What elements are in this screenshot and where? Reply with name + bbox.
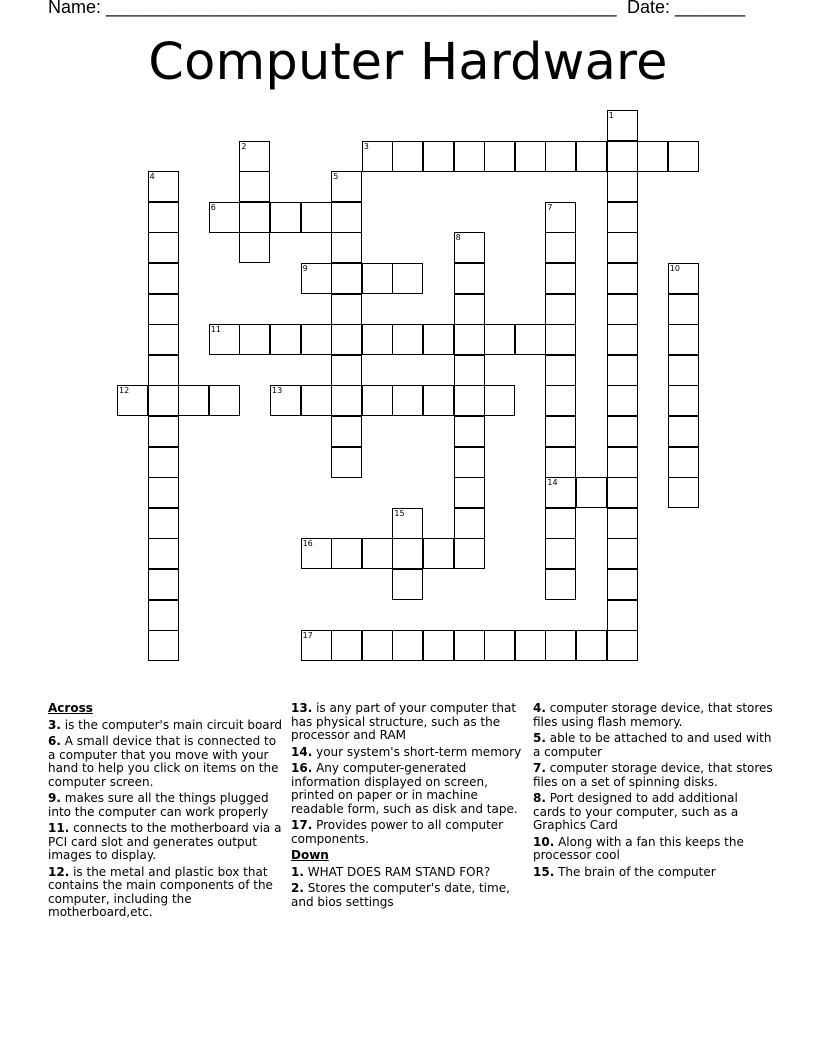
clue-down-7 — [533, 762, 773, 789]
clue-across-9 — [48, 792, 282, 819]
grid-cell[interactable] — [607, 232, 638, 263]
grid-cell[interactable] — [148, 508, 179, 539]
clue-text: makes sure all the things plugged into the computer can work properly — [48, 791, 269, 819]
grid-cell[interactable] — [545, 416, 576, 447]
grid-cell[interactable] — [362, 538, 393, 569]
clue-text: The brain of the computer — [558, 864, 716, 879]
grid-cell[interactable] — [148, 171, 179, 202]
grid-cell[interactable] — [454, 263, 485, 294]
grid-cell[interactable] — [454, 416, 485, 447]
cell-number: 9 — [302, 264, 308, 273]
grid-cell[interactable] — [148, 538, 179, 569]
grid-cell[interactable] — [148, 232, 179, 263]
clue-down-15 — [533, 866, 773, 880]
grid-cell[interactable] — [301, 385, 332, 416]
grid-cell[interactable] — [239, 202, 270, 233]
clue-across-6 — [48, 735, 282, 789]
grid-cell[interactable] — [545, 477, 576, 508]
grid-cell[interactable] — [668, 416, 699, 447]
grid-cell[interactable] — [331, 385, 362, 416]
grid-cell[interactable] — [148, 569, 179, 600]
grid-cell[interactable] — [545, 355, 576, 386]
grid-cell[interactable] — [270, 324, 301, 355]
grid-cell[interactable] — [607, 477, 638, 508]
grid-cell[interactable] — [148, 324, 179, 355]
clue-column-3 — [533, 702, 773, 882]
clue-down-8 — [533, 792, 773, 833]
clue-number: 15. — [533, 864, 555, 879]
grid-cell[interactable] — [239, 232, 270, 263]
grid-cell[interactable] — [607, 569, 638, 600]
grid-cell[interactable] — [454, 294, 485, 325]
grid-cell[interactable] — [209, 202, 240, 233]
grid-cell[interactable] — [545, 447, 576, 478]
grid-cell[interactable] — [148, 416, 179, 447]
grid-cell[interactable] — [331, 263, 362, 294]
cell-number: 6 — [210, 202, 216, 212]
grid-cell[interactable] — [209, 324, 240, 355]
grid-cell[interactable] — [454, 324, 485, 355]
grid-cell[interactable] — [423, 538, 454, 569]
clue-across-17 — [291, 819, 523, 846]
grid-cell[interactable] — [454, 141, 485, 172]
grid-cell[interactable] — [607, 324, 638, 355]
grid-cell[interactable] — [545, 232, 576, 263]
grid-cell[interactable] — [545, 569, 576, 600]
grid-cell[interactable] — [362, 385, 393, 416]
grid-cell[interactable] — [576, 141, 607, 172]
grid-cell[interactable] — [545, 202, 576, 233]
grid-cell[interactable] — [545, 630, 576, 661]
grid-cell[interactable] — [545, 324, 576, 355]
grid-cell[interactable] — [331, 294, 362, 325]
grid-cell[interactable] — [607, 600, 638, 631]
grid-cell[interactable] — [331, 232, 362, 263]
clue-text: Provides power to all computer components. — [291, 818, 504, 846]
clue-number: 12. — [48, 864, 70, 879]
grid-cell[interactable] — [668, 447, 699, 478]
grid-cell[interactable] — [484, 630, 515, 661]
grid-cell[interactable] — [239, 324, 270, 355]
grid-cell[interactable] — [423, 385, 454, 416]
grid-cell[interactable] — [668, 477, 699, 508]
clue-across-11 — [48, 822, 282, 863]
clue-number: 6. — [48, 734, 61, 748]
grid-cell[interactable] — [454, 232, 485, 263]
clue-text: A small device that is connected to a computer that you move with your hand to help you click on items on the computer screen. — [48, 734, 279, 789]
grid-cell[interactable] — [545, 263, 576, 294]
cell-number: 14 — [547, 478, 558, 488]
grid-cell[interactable] — [148, 600, 179, 631]
grid-cell[interactable] — [423, 630, 454, 661]
cell-number: 15 — [394, 508, 405, 518]
clue-text: computer storage device, that stores files using flash memory. — [533, 701, 773, 729]
grid-cell[interactable] — [607, 416, 638, 447]
clue-text: Along with a fan this keeps the processor cool — [533, 834, 744, 862]
clue-across-14 — [291, 746, 523, 760]
grid-cell[interactable] — [270, 202, 301, 233]
grid-cell[interactable] — [545, 141, 576, 172]
clue-number: 7. — [533, 761, 546, 775]
grid-cell[interactable] — [148, 294, 179, 325]
grid-cell[interactable] — [607, 294, 638, 325]
grid-cell[interactable] — [148, 477, 179, 508]
clue-across-13 — [291, 702, 523, 743]
clue-number: 14. — [291, 744, 313, 759]
cell-number: 10 — [669, 264, 680, 273]
clue-text: is the computer's main circuit board — [64, 717, 283, 732]
clue-text: Stores the computer's date, time, and bios settings — [291, 881, 510, 909]
grid-cell[interactable] — [148, 447, 179, 478]
clue-column-2 — [291, 702, 523, 912]
clue-text: is any part of your computer that has physical structure, such as the processor and RAM — [291, 701, 517, 742]
grid-cell[interactable] — [331, 355, 362, 386]
grid-cell[interactable] — [668, 324, 699, 355]
clue-text: computer storage device, that stores files on a set of spinning disks. — [533, 761, 773, 789]
grid-cell[interactable] — [331, 324, 362, 355]
grid-cell[interactable] — [270, 385, 301, 416]
clue-across-16 — [291, 762, 523, 816]
cell-number: 3 — [363, 141, 369, 151]
grid-cell[interactable] — [178, 385, 209, 416]
clue-number: 4. — [533, 701, 546, 715]
grid-cell[interactable] — [301, 630, 332, 661]
clue-down-1 — [291, 866, 523, 880]
down-heading: Down — [291, 848, 329, 862]
clue-text: able to be attached to and used with a computer — [533, 731, 772, 759]
cell-number: 12 — [119, 386, 130, 396]
grid-cell[interactable] — [515, 630, 546, 661]
cell-number: 17 — [302, 631, 313, 641]
grid-cell[interactable] — [637, 141, 668, 172]
clue-number: 16. — [291, 761, 313, 775]
clue-across-12 — [48, 866, 282, 920]
grid-cell[interactable] — [362, 141, 393, 172]
grid-cell[interactable] — [454, 355, 485, 386]
cell-number: 1 — [608, 111, 614, 120]
grid-cell[interactable] — [607, 110, 638, 141]
grid-cell[interactable] — [454, 477, 485, 508]
grid-cell[interactable] — [576, 477, 607, 508]
grid-cell[interactable] — [209, 385, 240, 416]
clue-down-5 — [533, 732, 773, 759]
grid-cell[interactable] — [392, 385, 423, 416]
grid-cell[interactable] — [576, 630, 607, 661]
clue-number: 2. — [291, 881, 304, 895]
grid-cell[interactable] — [515, 324, 546, 355]
clue-number: 1. — [291, 864, 304, 879]
grid-cell[interactable] — [668, 294, 699, 325]
grid-cell[interactable] — [484, 141, 515, 172]
grid-cell[interactable] — [423, 324, 454, 355]
grid-cell[interactable] — [454, 508, 485, 539]
grid-cell[interactable] — [545, 538, 576, 569]
grid-cell[interactable] — [668, 263, 699, 294]
grid-cell[interactable] — [668, 355, 699, 386]
grid-cell[interactable] — [148, 630, 179, 661]
grid-cell[interactable] — [607, 202, 638, 233]
grid-cell[interactable] — [607, 355, 638, 386]
grid-cell[interactable] — [239, 171, 270, 202]
grid-cell[interactable] — [392, 324, 423, 355]
grid-cell[interactable] — [331, 630, 362, 661]
grid-cell[interactable] — [392, 630, 423, 661]
grid-cell[interactable] — [607, 171, 638, 202]
clue-number: 9. — [48, 791, 61, 805]
across-heading: Across — [48, 701, 93, 715]
clue-text: is the metal and plastic box that contains the main components of the computer, including the motherboard,etc. — [48, 864, 273, 919]
clue-number: 11. — [48, 821, 70, 835]
clue-text: your system's short-term memory — [316, 744, 522, 759]
grid-cell[interactable] — [607, 263, 638, 294]
grid-cell[interactable] — [607, 508, 638, 539]
puzzle-title: Computer Hardware — [148, 33, 668, 92]
clue-down-2 — [291, 882, 523, 909]
grid-cell[interactable] — [668, 141, 699, 172]
grid-cell[interactable] — [301, 263, 332, 294]
grid-cell[interactable] — [301, 538, 332, 569]
grid-cell[interactable] — [148, 385, 179, 416]
grid-cell[interactable] — [515, 141, 546, 172]
date-line: Date: _______ — [627, 0, 746, 17]
clue-number: 10. — [533, 834, 555, 849]
grid-cell[interactable] — [362, 324, 393, 355]
grid-cell[interactable] — [545, 508, 576, 539]
grid-cell[interactable] — [362, 263, 393, 294]
grid-cell[interactable] — [392, 508, 423, 539]
grid-cell[interactable] — [607, 538, 638, 569]
clue-across-3 — [48, 719, 282, 733]
grid-cell[interactable] — [148, 263, 179, 294]
name-line: Name: ___________________________________________________ — [48, 0, 617, 17]
grid-cell[interactable] — [392, 141, 423, 172]
grid-cell[interactable] — [454, 630, 485, 661]
grid-cell[interactable] — [148, 202, 179, 233]
grid-cell[interactable] — [331, 202, 362, 233]
grid-cell[interactable] — [545, 385, 576, 416]
grid-cell[interactable] — [331, 171, 362, 202]
clue-text: Any computer-generated information displayed on screen, printed on paper or in machine readable form, such as disk and tape. — [291, 761, 518, 816]
grid-cell[interactable] — [331, 416, 362, 447]
grid-cell[interactable] — [423, 141, 454, 172]
clue-down-10 — [533, 836, 773, 863]
cell-number: 8 — [455, 233, 461, 243]
clue-column-1 — [48, 702, 282, 923]
grid-cell[interactable] — [607, 385, 638, 416]
grid-cell[interactable] — [392, 263, 423, 294]
cell-number: 2 — [241, 141, 247, 151]
clue-number: 3. — [48, 717, 61, 732]
grid-cell[interactable] — [668, 385, 699, 416]
grid-cell[interactable] — [454, 538, 485, 569]
clue-down-4 — [533, 702, 773, 729]
grid-cell[interactable] — [117, 385, 148, 416]
grid-cell[interactable] — [301, 324, 332, 355]
grid-cell[interactable] — [607, 447, 638, 478]
grid-cell[interactable] — [454, 447, 485, 478]
grid-cell[interactable] — [607, 630, 638, 661]
cell-number: 16 — [302, 539, 313, 549]
cell-number: 4 — [149, 172, 155, 182]
grid-cell[interactable] — [484, 324, 515, 355]
clue-number: 8. — [533, 791, 546, 805]
cell-number: 5 — [333, 172, 339, 182]
grid-cell[interactable] — [331, 447, 362, 478]
cell-number: 7 — [547, 202, 553, 212]
grid-cell[interactable] — [148, 355, 179, 386]
grid-cell[interactable] — [331, 538, 362, 569]
cell-number: 13 — [272, 386, 283, 396]
grid-cell[interactable] — [392, 538, 423, 569]
cell-number: 11 — [210, 325, 221, 335]
grid-cell[interactable] — [454, 385, 485, 416]
clue-text: Port designed to add additional cards to your computer, such as a Graphics Card — [533, 791, 739, 832]
grid-cell[interactable] — [239, 141, 270, 172]
grid-cell[interactable] — [545, 294, 576, 325]
grid-cell[interactable] — [362, 630, 393, 661]
grid-cell[interactable] — [484, 385, 515, 416]
grid-cell[interactable] — [301, 202, 332, 233]
grid-cell[interactable] — [607, 141, 638, 172]
grid-cell[interactable] — [392, 569, 423, 600]
clue-text: connects to the motherboard via a PCI card slot and generates output images to display. — [48, 821, 282, 862]
clue-number: 13. — [291, 701, 313, 715]
clue-text: WHAT DOES RAM STAND FOR? — [307, 864, 491, 879]
clue-number: 5. — [533, 731, 546, 745]
clue-number: 17. — [291, 818, 313, 832]
